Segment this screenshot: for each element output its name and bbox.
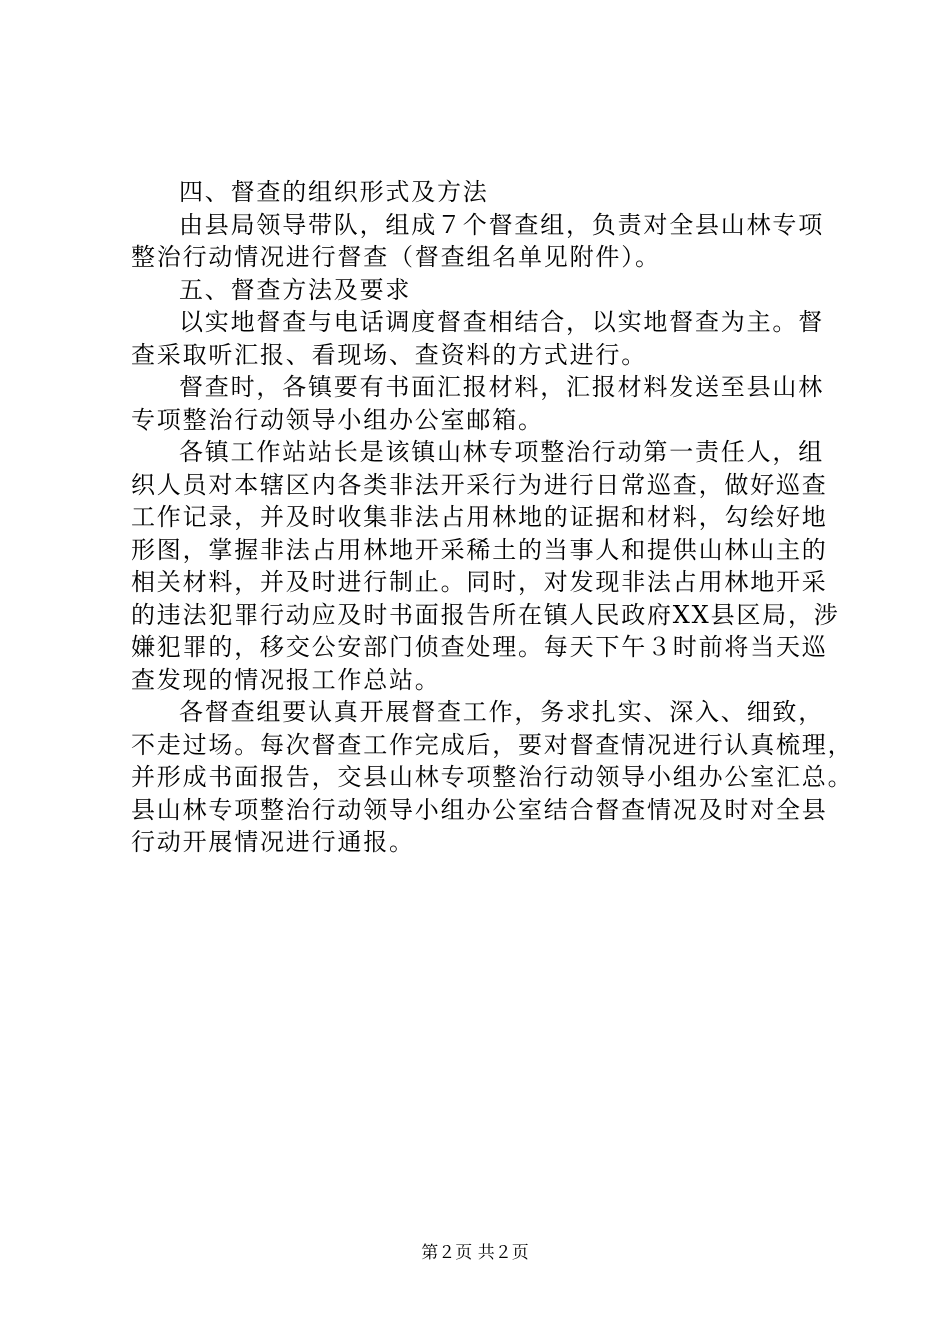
paragraph-line: 织人员对本辖区内各类非法开采行为进行日常巡查，做好巡查 (131, 470, 828, 499)
paragraph-line: 工作记录，并及时收集非法占用林地的证据和材料，勾绘好地 (131, 503, 828, 531)
paragraph-line: 督查时，各镇要有书面汇报材料，汇报材料发送至县山林 (179, 373, 824, 401)
paragraph-line: 县山林专项整治行动领导小组办公室结合督查情况及时对全县 (131, 795, 828, 824)
paragraph-line: 整治行动情况进行督查（督查组名单见附件）。 (131, 243, 661, 271)
paragraph-line: 形图，掌握非法占用林地开采稀土的当事人和提供山林山主的 (131, 535, 828, 564)
page-number-footer: 第２页 共２页 (421, 1243, 529, 1263)
paragraph-line: 专项整治行动领导小组办公室邮箱。 (131, 405, 544, 434)
paragraph-line: 查发现的情况报工作总站。 (131, 665, 441, 694)
section-heading-five: 五、督查方法及要求 (179, 275, 412, 304)
paragraph-line: 相关材料，并及时进行制止。同时，对发现非法占用林地开采 (131, 568, 828, 596)
paragraph-line: 行动开展情况进行通报。 (131, 828, 415, 856)
section-heading-four: 四、督查的组织形式及方法 (179, 178, 489, 206)
paragraph-line: 不走过场。每次督查工作完成后，要对督查情况进行认真梳理， (131, 730, 854, 759)
paragraph-line: 各督查组要认真开展督查工作，务求扎实、深入、细致， (179, 698, 824, 726)
paragraph-line: 并形成书面报告，交县山林专项整治行动领导小组办公室汇总。 (131, 763, 854, 791)
paragraph-line: 的违法犯罪行动应及时书面报告所在镇人民政府XX县区局，涉 (131, 600, 840, 629)
paragraph-line: 嫌犯罪的，移交公安部门侦查处理。每天下午３时前将当天巡 (131, 633, 828, 661)
paragraph-line: 查采取听汇报、看现场、查资料的方式进行。 (131, 340, 647, 369)
paragraph-line: 各镇工作站站长是该镇山林专项整治行动第一责任人，组 (179, 438, 824, 466)
paragraph-line: 以实地督查与电话调度督查相结合，以实地督查为主。督 (179, 308, 824, 336)
document-body (131, 176, 854, 859)
paragraph-line: 由县局领导带队，组成７个督查组，负责对全县山林专项 (179, 210, 824, 239)
